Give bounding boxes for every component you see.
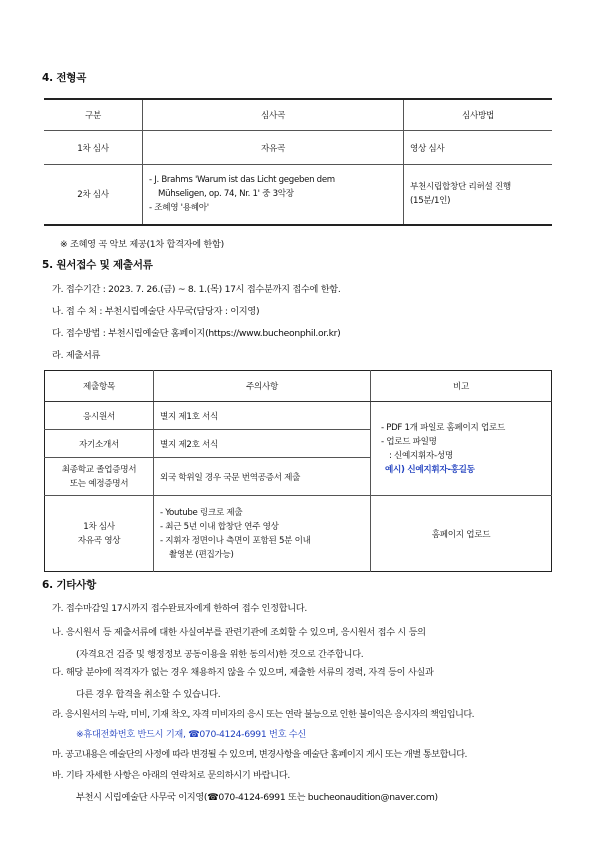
- row1-method: 영상 심사: [404, 131, 553, 165]
- section-6-title: 6. 기타사항: [42, 579, 97, 591]
- row2-stage: 2차 심사: [44, 165, 143, 225]
- misc-line: 다. 해당 분야에 적격자가 없는 경우 채용하지 않을 수 있으며, 제출한 서류의 경력, 자격 등이 사실과: [52, 667, 434, 678]
- video-item: [45, 496, 154, 572]
- submission-method: 다. 접수방법 : 부천시립예술단 홈페이지(https://www.bucheonphil.or.kr): [52, 328, 341, 339]
- remark-line: : 신예지휘자-성명: [389, 450, 453, 461]
- section-4-title: 4. 전형곡: [42, 72, 87, 84]
- table-row: [45, 402, 552, 430]
- doc-item-line: 또는 예정증명서: [69, 478, 129, 489]
- misc-line: 마. 공고내용은 예술단의 사정에 따라 변경될 수 있으며, 변경사항을 예술단 홈페이지 게시 또는 개별 통보합니다.: [52, 749, 467, 760]
- header-stage: 구분: [44, 99, 143, 131]
- video-remark: 홈페이지 업로드: [431, 529, 491, 540]
- doc-note: 외국 학위일 경우 국문 번역공증서 제출: [154, 458, 371, 496]
- doc-note: 별지 제1호 서식: [154, 402, 371, 430]
- doc-item: [45, 458, 154, 496]
- video-note-line: 촬영본 (편집가능): [169, 549, 234, 560]
- table-row: [44, 165, 552, 225]
- misc-line: 나. 응시원서 등 제출서류에 대한 사실여부를 관련기관에 조회할 수 있으며, 응시원서 접수 시 등의: [52, 627, 426, 638]
- table-row: [45, 496, 552, 572]
- misc-line: 다른 경우 합격을 취소할 수 있습니다.: [76, 689, 221, 700]
- audition-pieces-table: [44, 98, 552, 226]
- doc-item: 자기소개서: [45, 430, 154, 458]
- submission-place: 나. 접 수 처 : 부천시립예술단 사무국(담당자 : 이지영): [52, 306, 260, 317]
- header-remarks: 비고: [371, 371, 552, 402]
- video-note: [154, 496, 371, 572]
- submission-period: 가. 접수기간 : 2023. 7. 26.(금) ~ 8. 1.(목) 17시 접수분까지 접수에 한함.: [52, 284, 341, 295]
- video-note-line: - 지휘자 정면이나 측면이 포함된 5분 이내: [160, 535, 311, 546]
- table-row: [44, 131, 552, 165]
- misc-line: 바. 기타 자세한 사항은 아래의 연락처로 문의하시기 바랍니다.: [52, 770, 290, 781]
- contact-line: 부천시 시립예술단 사무국 이지영(☎070-4124-6991 또는 bucheonaudition@naver.com): [76, 792, 438, 803]
- piece-line: Mühseligen, op. 74, Nr. 1' 중 3악장: [158, 189, 294, 200]
- misc-line: 가. 접수마감일 17시까지 접수완료자에게 한하여 접수 인정합니다.: [52, 603, 308, 614]
- remarks-merged-cell: [371, 402, 552, 496]
- doc-item: 응시원서: [45, 402, 154, 430]
- row1-stage: 1차 심사: [44, 131, 143, 165]
- score-note: ※ 조혜영 곡 악보 제공(1차 합격자에 한함): [60, 239, 224, 250]
- header-caution: 주의사항: [154, 371, 371, 402]
- submission-documents-label: 라. 제출서류: [52, 350, 101, 361]
- video-item-line: 자유곡 영상: [77, 535, 121, 546]
- remark-line: - PDF 1개 파일로 홈페이지 업로드: [381, 422, 505, 433]
- header-method: 심사방법: [404, 99, 553, 131]
- table-header-row: [44, 99, 552, 131]
- header-piece: 심사곡: [143, 99, 404, 131]
- piece-line: - J. Brahms 'Warum ist das Licht gegeben dem: [149, 175, 335, 186]
- remark-example: 예시) 신예지휘자-홍길동: [385, 464, 475, 475]
- method-line: 부천시립합창단 리허설 진행: [410, 182, 511, 193]
- misc-line: (자격요건 검증 및 행정정보 공동이용을 위한 동의서)한 것으로 간주합니다.: [76, 649, 364, 660]
- header-item: 제출항목: [45, 371, 154, 402]
- documents-table: [44, 370, 552, 572]
- video-item-line: 1차 심사: [83, 521, 115, 532]
- doc-note: 별지 제2호 서식: [154, 430, 371, 458]
- table-header-row: [45, 371, 552, 402]
- piece-line: - 조혜영 '용혜아': [149, 203, 209, 214]
- doc-item-line: 최종학교 졸업증명서: [61, 464, 137, 475]
- phone-notice: ※휴대전화번호 반드시 기재, ☎070-4124-6991 번호 수신: [76, 729, 306, 740]
- row2-piece: [143, 165, 404, 225]
- misc-line: 라. 응시원서의 누락, 미비, 기재 착오, 자격 미비자의 응시 또는 연락 불능으로 인한 불이익은 응시자의 책임입니다.: [52, 709, 475, 720]
- video-note-line: - 최근 5년 이내 합창단 연주 영상: [160, 521, 279, 532]
- section-5-title: 5. 원서접수 및 제출서류: [42, 259, 153, 271]
- remark-line: - 업로드 파일명: [381, 436, 437, 447]
- method-line: (15분/1인): [410, 196, 451, 207]
- row2-method: [404, 165, 553, 225]
- video-note-line: - Youtube 링크로 제출: [160, 507, 243, 518]
- row1-piece: 자유곡: [143, 131, 404, 165]
